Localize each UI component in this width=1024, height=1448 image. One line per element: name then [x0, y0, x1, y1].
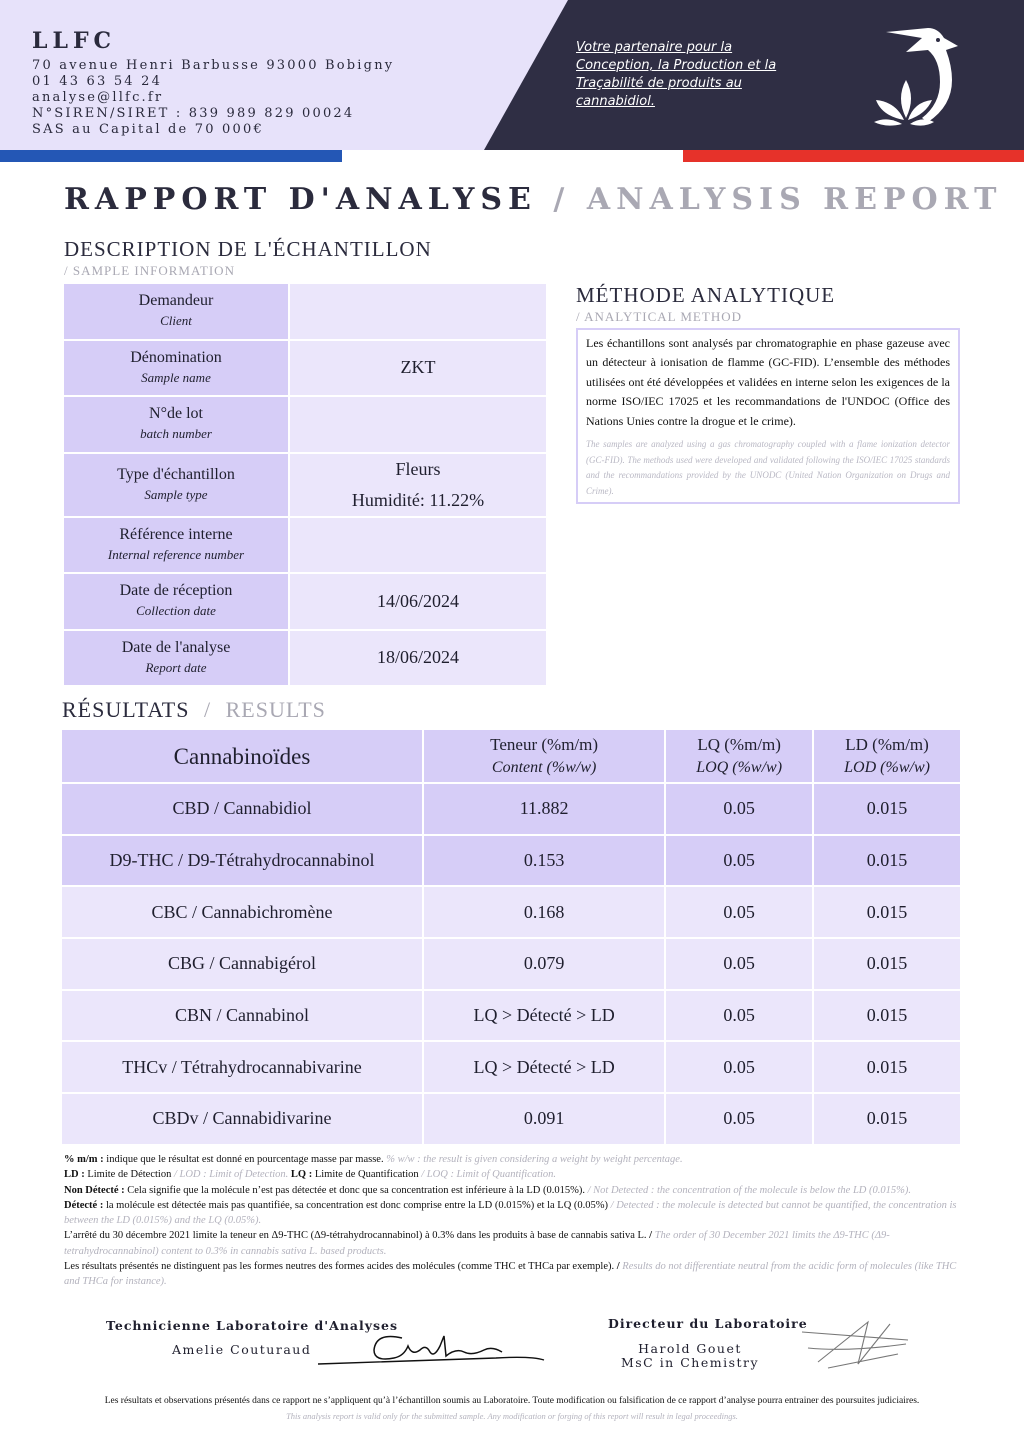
left-signatory-role: Technicienne Laboratoire d'Analyses [106, 1318, 399, 1333]
results-cell-lq: 0.05 [666, 836, 812, 886]
company-email: analyse@llfc.fr [32, 90, 164, 105]
results-cell-name: D9-THC / D9-Tétrahydrocannabinol [62, 836, 422, 886]
sample-row-sublabel: Report date [145, 659, 207, 675]
sample-row-sublabel: Internal reference number [107, 546, 245, 562]
sample-row [64, 631, 546, 686]
results-row [62, 1094, 960, 1144]
col-header-ld [814, 730, 960, 782]
sample-row-label: Type d'échantillon [117, 465, 235, 483]
sample-row-label-cell [64, 574, 288, 629]
method-text-fr: Les échantillons sont analysés par chromatographie en phase gazeuse avec un détecteur à ionisation de flamme (GC-FID). L’ensemble des méthodes utilisées ont été développées et validées en interne selon les exigences de la norme ISO/IEC 17025 et les recommandations de l'UNDOC (Office des Nations Unies contre la drogue et le crime). [586, 336, 950, 428]
sample-row-value: ZKT [400, 357, 436, 378]
col-header-lq [666, 730, 812, 782]
results-cell-lq: 0.05 [666, 784, 812, 834]
sample-row-value-2: Humidité: 11.22% [351, 489, 485, 510]
footer-disclaimer-en: This analysis report is valid only for the submitted sample. Any modification or forging of this report will result in legal proceedings. [286, 1411, 738, 1421]
col-header-ld-sublabel: LOD (%w/w) [844, 759, 930, 776]
results-cell-content: 0.168 [424, 887, 664, 937]
results-heading-fr: RÉSULTATS [62, 697, 190, 722]
results-heading [62, 697, 326, 723]
results-cell-ld: 0.015 [814, 991, 960, 1041]
sample-row-value-cell [290, 518, 546, 573]
col-header-cannabinoids: Cannabinoïdes [62, 730, 422, 782]
note-non-detecte: Non Détecté : Cela signifie que la molécule n’est pas détectée et donc que sa concentration est inférieure à la LD (0.015%). / Not Detected : the concentration of the molecule is below the LD (0.015%). [64, 1184, 912, 1196]
sample-row-label-cell [64, 518, 288, 573]
note-detecte: Détecté : la molécule est détectée mais pas quantifiée, sa concentration est donc comprise entre la LD (0.015%) et la LQ (0.05%) / Detected : the molecule is detected but cannot be quantified, the concentration is between the LD (0.015%) and the LQ (0.05%). [64, 1199, 957, 1227]
sample-row-sublabel: Sample name [141, 369, 211, 385]
sample-row-value: Fleurs [395, 458, 441, 479]
method-description-box [576, 328, 960, 504]
sample-row-label: Demandeur [138, 292, 214, 310]
company-info [32, 28, 394, 138]
sample-row-label-cell [64, 631, 288, 686]
results-cell-content: 0.153 [424, 836, 664, 886]
sample-row [64, 454, 546, 516]
sample-row-label-cell [64, 397, 288, 452]
results-cell-content: 0.079 [424, 939, 664, 989]
rooster-leaf-logo [866, 20, 966, 130]
right-signatory-title: MsC in Chemistry [620, 1355, 760, 1370]
results-cell-lq: 0.05 [666, 887, 812, 937]
right-signatory-block [620, 1342, 760, 1370]
sample-row-label-cell [64, 284, 288, 339]
sample-row-label: Référence interne [119, 525, 233, 543]
right-signatory-role: Directeur du Laboratoire [608, 1316, 808, 1331]
note-mm: % m/m : indique que le résultat est donné en pourcentage masse par masse. % w/w : the result is given considering a weight by weight percentage. [64, 1154, 683, 1165]
results-cell-content: LQ > Détecté > LD [424, 1042, 664, 1092]
sample-row-value-cell [290, 397, 546, 452]
sample-row-value-cell [290, 574, 546, 629]
company-name: LLFC [32, 28, 117, 54]
sample-row-label: Dénomination [130, 348, 222, 366]
report-title-en: ANALYSIS REPORT [586, 182, 1003, 217]
results-cell-content: LQ > Détecté > LD [424, 991, 664, 1041]
results-row [62, 887, 960, 937]
sample-info-table [62, 282, 548, 687]
sample-row-sublabel: Sample type [144, 486, 208, 502]
sample-row-label-cell [64, 341, 288, 396]
results-cell-name: CBC / Cannabichromène [62, 887, 422, 937]
company-tagline: Votre partenaire pour la Conception, la Production et la Traçabilité de produits au cannabidiol. [576, 40, 777, 109]
results-row [62, 836, 960, 886]
method-text-en: The samples are analyzed using a gas chromatography coupled with a flame ionization detector (GC-FID). The methods used were developed and validated following the ISO/IEC 17025 standards and the recommandations provided by the UNODC (United Nation Organization on Drugs and Crime). [586, 439, 950, 496]
results-table [60, 728, 962, 1146]
sample-row [64, 284, 546, 339]
results-cell-ld: 0.015 [814, 1042, 960, 1092]
sample-row-value-cell [290, 284, 546, 339]
sample-row-label: Date de l'analyse [121, 638, 231, 656]
method-heading: MÉTHODE ANALYTIQUE [576, 283, 836, 307]
sample-row-label: N°de lot [149, 405, 203, 423]
sample-row-value-cell [290, 631, 546, 686]
sample-section-subheading: / SAMPLE INFORMATION [64, 263, 235, 278]
sample-row-value-cell [290, 341, 546, 396]
sample-row-sublabel: Client [160, 313, 192, 329]
flag-stripe-blue [0, 150, 342, 162]
sample-row-label-cell [64, 454, 288, 516]
col-header-ld-label: LD (%m/m) [845, 735, 929, 754]
flag-stripe-red [683, 150, 1024, 162]
results-cell-ld: 0.015 [814, 939, 960, 989]
sample-row-sublabel: batch number [140, 426, 212, 442]
results-cell-lq: 0.05 [666, 939, 812, 989]
results-cell-lq: 0.05 [666, 1042, 812, 1092]
note-ld-lq: LD : Limite de Détection / LOD : Limit of Detection. LQ : Limite de Quantification / LOQ : Limit of Quantification. [64, 1169, 557, 1181]
sample-row-value: 14/06/2024 [376, 590, 459, 611]
results-cell-content: 11.882 [424, 784, 664, 834]
col-header-lq-sublabel: LOQ (%w/w) [696, 759, 783, 776]
results-cell-name: CBG / Cannabigérol [62, 939, 422, 989]
sample-row-label: Date de réception [119, 582, 233, 600]
results-cell-ld: 0.015 [814, 784, 960, 834]
left-signatory-name: Amelie Couturaud [172, 1342, 312, 1357]
note-arrete: L’arrêté du 30 décembre 2021 limite la teneur en Δ9-THC (Δ9-tétrahydrocannabinol) à 0.3% dans les produits à base de cannabis sativa L. / The order of 30 December 2021 limits the Δ9-THC (Δ9-tetrahydrocannabinol) content to 0.3% in cannabis sativa L. based products. [64, 1230, 890, 1257]
note-forms: Les résultats présentés ne distinguent pas les formes neutres des formes acides des molécules (comme THC et THCa par exemple). / Results do not differentiate neutral from the acidic form of molecules (like THC and THCa for instance). [64, 1261, 957, 1288]
right-signatory-name: Harold Gouet [638, 1341, 742, 1356]
results-cell-lq: 0.05 [666, 991, 812, 1041]
company-address: 70 avenue Henri Barbusse 93000 Bobigny [32, 58, 395, 73]
left-signature-image [316, 1328, 546, 1370]
report-title-separator: / [553, 182, 571, 217]
sample-row [64, 397, 546, 452]
results-row [62, 939, 960, 989]
results-header-row [62, 730, 960, 782]
results-row [62, 1042, 960, 1092]
sample-row-value-cell [290, 454, 546, 516]
results-cell-lq: 0.05 [666, 1094, 812, 1144]
sample-row-sublabel: Collection date [136, 603, 216, 619]
sample-row-value: 18/06/2024 [376, 647, 459, 668]
sample-section-heading: DESCRIPTION DE L'ÉCHANTILLON [64, 237, 432, 261]
right-signature-image [798, 1318, 912, 1370]
company-capital: SAS au Capital de 70 000€ [32, 122, 264, 137]
sample-row [64, 518, 546, 573]
col-header-content [424, 730, 664, 782]
col-header-content-sublabel: Content (%w/w) [491, 759, 597, 776]
results-row [62, 991, 960, 1041]
results-cell-ld: 0.015 [814, 1094, 960, 1144]
col-header-content-label: Teneur (%m/m) [490, 735, 599, 754]
report-title-fr: RAPPORT D'ANALYSE [64, 182, 537, 217]
results-cell-name: THCv / Tétrahydrocannabivarine [62, 1042, 422, 1092]
sample-row [64, 574, 546, 629]
results-heading-separator: / [203, 697, 212, 722]
report-title [64, 182, 1002, 217]
results-row [62, 784, 960, 834]
company-phone: 01 43 63 54 24 [32, 74, 163, 89]
results-heading-en: RESULTS [225, 697, 326, 722]
results-cell-content: 0.091 [424, 1094, 664, 1144]
results-cell-name: CBDv / Cannabidivarine [62, 1094, 422, 1144]
footer-disclaimer-fr: Les résultats et observations présentés dans ce rapport ne s’appliquent qu’à l’échantillon soumis au Laboratoire. Toute modification ou falsification de ce rapport d’analyse pourra entrainer des poursuites judiciaires. [104, 1396, 920, 1406]
results-cell-name: CBD / Cannabidiol [62, 784, 422, 834]
company-siret: N°SIREN/SIRET : 839 989 829 00024 [32, 106, 355, 121]
results-cell-ld: 0.015 [814, 836, 960, 886]
results-cell-name: CBN / Cannabinol [62, 991, 422, 1041]
notes-block [64, 1152, 964, 1290]
sample-row [64, 341, 546, 396]
col-header-lq-label: LQ (%m/m) [697, 735, 781, 754]
method-subheading: / ANALYTICAL METHOD [576, 309, 742, 324]
results-cell-ld: 0.015 [814, 887, 960, 937]
